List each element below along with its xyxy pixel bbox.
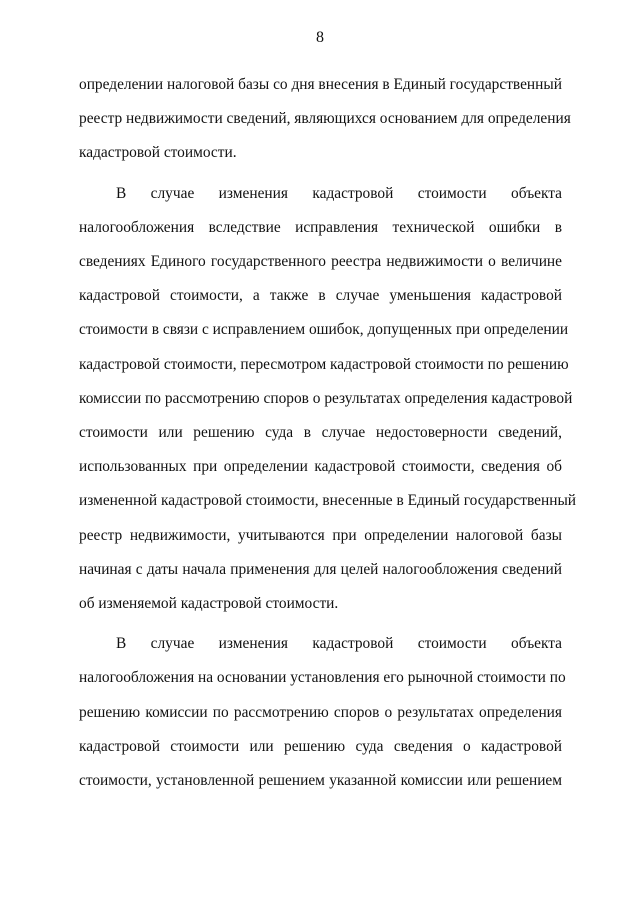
text-line: измененной кадастровой стоимости, внесенные в Единый государственный	[79, 492, 577, 510]
text-line: налогообложения вследствие исправления технической ошибки в	[79, 218, 562, 236]
text-line: определении налоговой базы со дня внесения в Единый государственный	[79, 76, 562, 93]
text-line-indented	[79, 627, 562, 661]
text-line: начиная с даты начала применения для целей налогообложения сведений	[79, 560, 562, 578]
text-line: кадастровой стоимости, а также в случае уменьшения кадастровой	[79, 287, 562, 305]
text-line: кадастровой стоимости или решению суда сведения о кадастровой	[79, 737, 562, 755]
text-line: кадастровой стоимости, пересмотром кадастровой стоимости по решению	[79, 355, 569, 373]
text-line-content: В случае изменения кадастровой стоимости объекта	[116, 184, 562, 202]
paragraph-1	[79, 68, 571, 171]
paragraph-3	[79, 627, 566, 798]
text-line: сведениях Единого государственного реестра недвижимости о величине	[79, 253, 562, 270]
text-line: стоимости или решению суда в случае недостоверности сведений,	[79, 424, 562, 442]
page-number: 8	[316, 29, 324, 46]
text-line: кадастровой стоимости.	[79, 144, 237, 162]
text-line: стоимости в связи с исправлением ошибок, допущенных при определении	[79, 321, 569, 339]
text-line: реестр недвижимости, учитываются при определении налоговой базы	[79, 526, 562, 544]
text-line: комиссии по рассмотрению споров о результатах определения кадастровой	[79, 389, 573, 407]
text-line: об изменяемой кадастровой стоимости.	[79, 595, 339, 613]
text-line: решению комиссии по рассмотрению споров о результатах определения	[79, 703, 562, 721]
text-line: стоимости, установленной решением указанной комиссии или решением	[79, 772, 562, 790]
text-line-indented	[79, 177, 562, 211]
text-line: использованных при определении кадастровой стоимости, сведения об	[79, 458, 562, 476]
paragraph-2	[79, 177, 577, 622]
text-line: налогообложения на основании установления его рыночной стоимости по	[79, 669, 566, 687]
text-line-content: В случае изменения кадастровой стоимости объекта	[116, 635, 562, 653]
text-line: реестр недвижимости сведений, являющихся основанием для определения	[79, 110, 571, 128]
document-body	[79, 68, 577, 798]
